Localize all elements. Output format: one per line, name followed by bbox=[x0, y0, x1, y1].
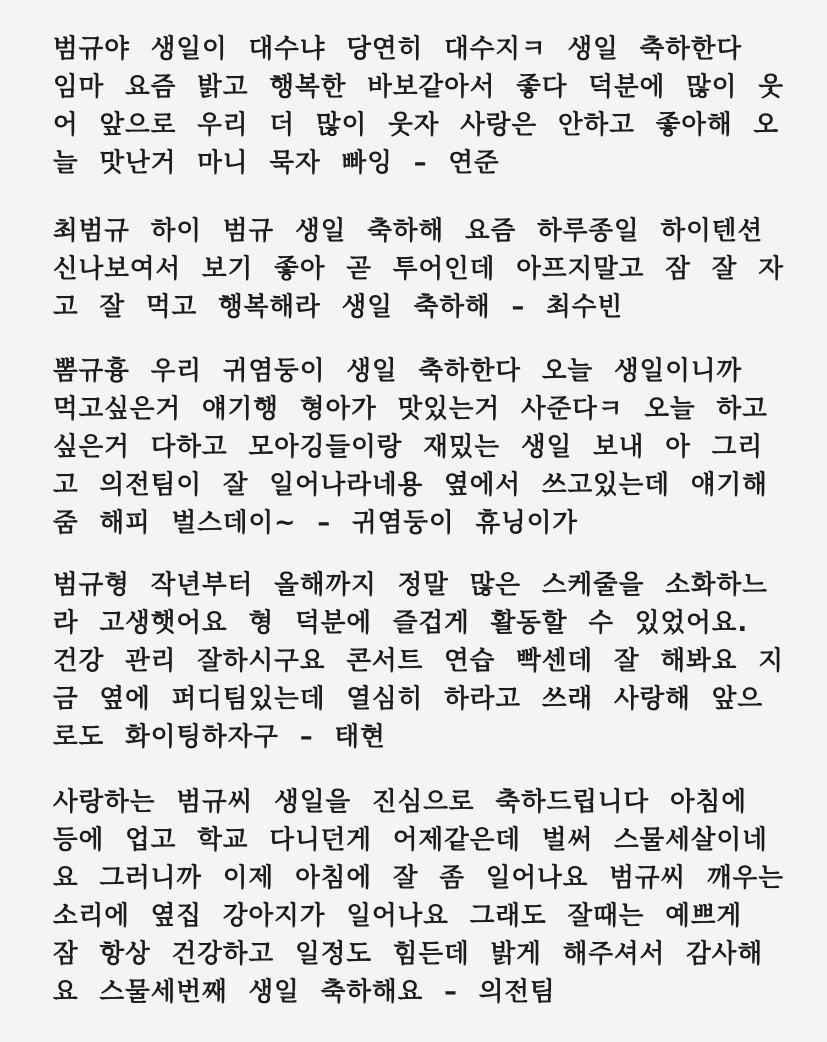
message-line: 최범규 하이 범규 생일 축하해 요즘 하루종일 하이텐션 bbox=[53, 216, 764, 246]
message-line: 어 앞으로 우리 더 많이 웃자 사랑은 안하고 좋아해 오 bbox=[53, 110, 780, 140]
message-line: 건강 관리 잘하시구요 콘서트 연습 빡센데 잘 해봐요 지 bbox=[53, 646, 784, 676]
message-line: 소리에 옆집 강아지가 일어나요 그래도 잘때는 예쁘게 bbox=[53, 901, 743, 931]
message-line: 요 스물세번째 생일 축하해요 – 의전팀 bbox=[53, 977, 556, 1007]
message-yeonjun bbox=[53, 30, 793, 182]
message-line: 잠 항상 건강하고 일정도 힘든데 밝게 해주셔서 감사해 bbox=[53, 939, 764, 969]
message-line: 신나보여서 보기 좋아 곧 투어인데 아프지말고 잠 잘 자 bbox=[53, 254, 784, 284]
message-line: 늘 맛난거 마니 묵자 빠잉 – 연준 bbox=[53, 148, 500, 178]
message-line: 등에 업고 학교 다니던게 어제같은데 벌써 스물세살이네 bbox=[53, 825, 768, 855]
message-soobin bbox=[53, 212, 793, 326]
message-line: 임마 요즘 밝고 행복한 바보같아서 좋다 덕분에 많이 웃 bbox=[53, 72, 784, 102]
message-line: 고 의전팀이 잘 일어나라네용 옆에서 쓰고있는데 얘기해 bbox=[53, 470, 768, 500]
message-line: 뽐규흉 우리 귀염둥이 생일 축하한다 오늘 생일이니까 bbox=[53, 356, 743, 386]
message-line: 범규형 작년부터 올해까지 정말 많은 스케줄을 소화하느 bbox=[53, 570, 768, 600]
message-line: 줌 해피 벌스데이~ – 귀염둥이 휴닝이가 bbox=[53, 508, 579, 538]
message-hueningkai bbox=[53, 352, 793, 542]
message-line: 사랑하는 범규씨 생일을 진심으로 축하드립니다 아침에 bbox=[53, 787, 747, 817]
message-line: 라 고생햇어요 형 덕분에 즐겁게 활동할 수 있었어요. bbox=[53, 608, 749, 638]
message-line: 범규야 생일이 대수냐 당연히 대수지ㅋ 생일 축하한다 bbox=[53, 34, 743, 64]
message-escort-team bbox=[53, 783, 793, 1011]
message-line: 금 옆에 퍼디팀있는데 열심히 하라고 쓰래 사랑해 앞으 bbox=[53, 684, 764, 714]
message-line: 싶은거 다하고 모아깅들이랑 재밌는 생일 보내 아 그리 bbox=[53, 432, 764, 462]
message-line: 로도 화이팅하자구 – 태현 bbox=[53, 722, 386, 752]
message-line: 고 잘 먹고 행복해라 생일 축하해 – 최수빈 bbox=[53, 292, 624, 322]
message-taehyun bbox=[53, 566, 793, 756]
message-line: 요 그러니까 이제 아침에 잘 좀 일어나요 범규씨 깨우는 bbox=[53, 863, 784, 893]
message-line: 먹고싶은거 얘기행 형아가 맛있는거 사준다ㅋ 오늘 하고 bbox=[53, 394, 768, 424]
